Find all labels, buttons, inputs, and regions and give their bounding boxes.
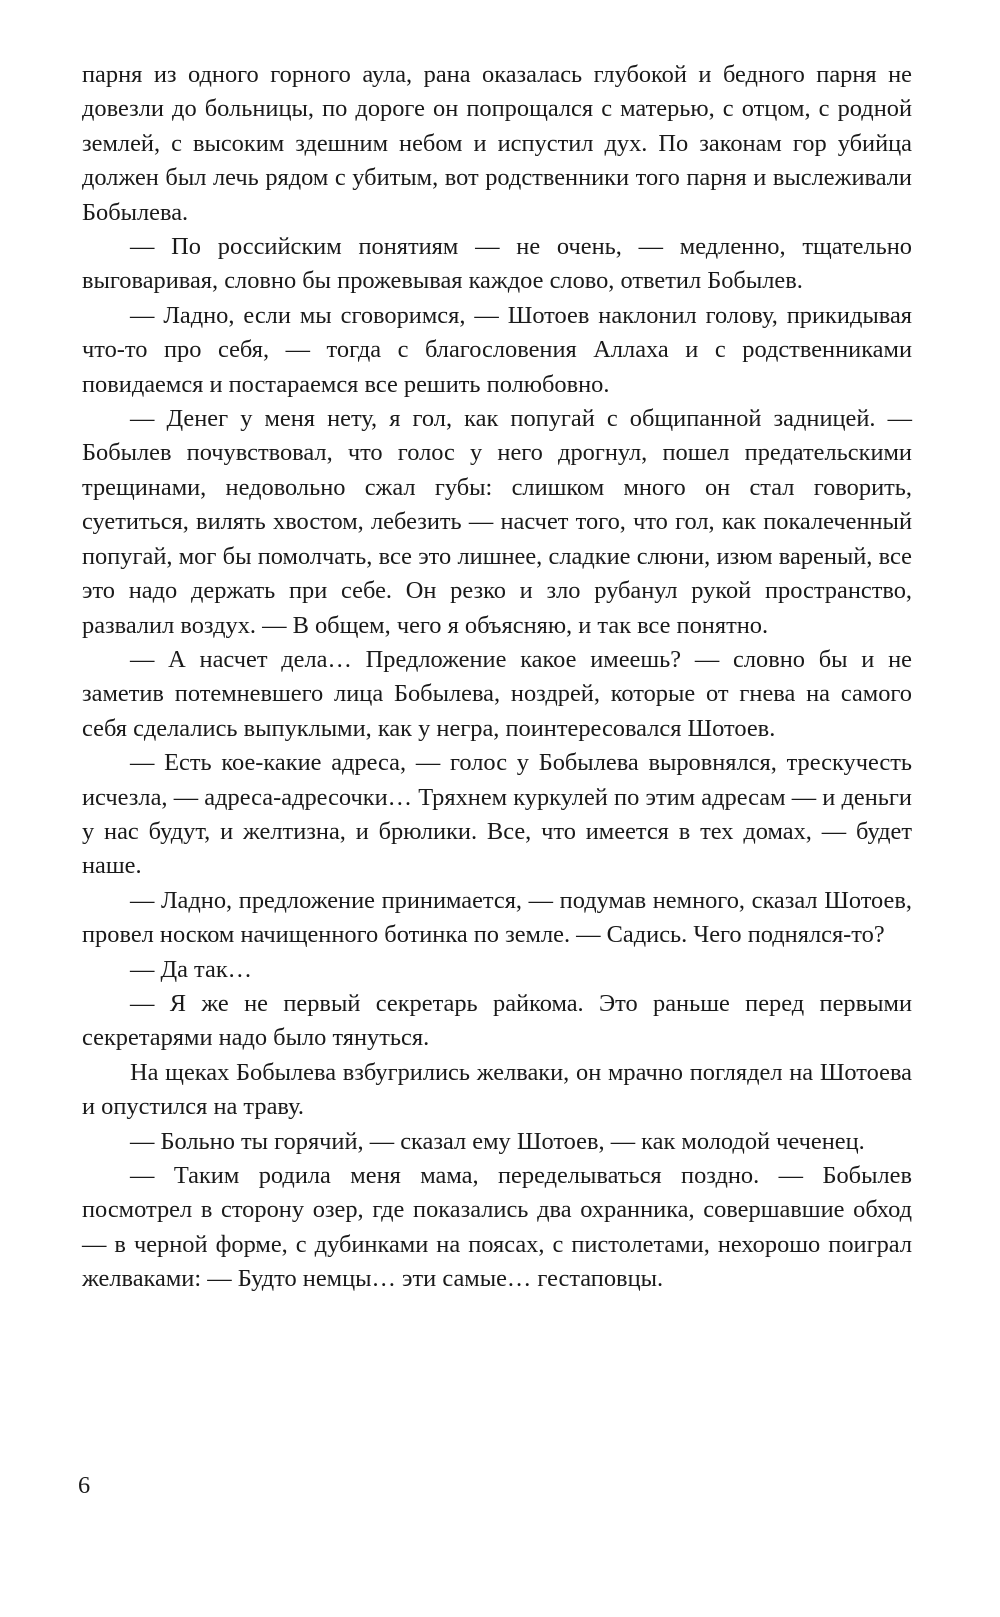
paragraph: — По российским понятиям — не очень, — медленно, тщательно выговаривая, словно бы прожевывая каждое слово, ответил Бобылев. xyxy=(82,233,912,295)
paragraph: — Да так… xyxy=(130,955,253,983)
paragraph: — Денег у меня нету, я гол, как попугай с общипанной задницей. — Бобылев почувствовал, что голос у него дрогнул, пошел предательскими трещинами, недовольно сжал губы: слишком много он стал говорить, суетиться, вилять хвостом, лебезить — насчет того, что гол, как покалеченный попугай, мог бы помолчать, все это лишнее, сладкие слюни, изюм вареный, все это надо держать при себе. Он резко и зло рубанул рукой пространство, развалил воздух. — В общем, чего я объясняю, и так все понятно. xyxy=(82,405,912,639)
paragraph: — Таким родила меня мама, переделываться поздно. — Бобылев посмотрел в сторону озер, где показались два охранника, совершавшие обход — в черной форме, с дубинками на поясах, с пистолетами, нехорошо поиграл желваками: — Будто немцы… эти самые… гестаповцы. xyxy=(82,1162,912,1293)
paragraph: — А насчет дела… Предложение какое имеешь? — словно бы и не заметив потемневшего лица Бобылева, ноздрей, которые от гнева на самого себя сделались выпуклыми, как у негра, поинтересовался Шотоев. xyxy=(82,645,912,742)
paragraph: — Я же не первый секретарь райкома. Это раньше перед первыми секретарями надо было тянуться. xyxy=(82,989,912,1052)
body-text xyxy=(82,58,912,1297)
page-number: 6 xyxy=(78,1472,91,1499)
paragraph: — Ладно, предложение принимается, — подумав немного, сказал Шотоев, провел носком начищенного ботинка по земле. — Садись. Чего поднялся-то? xyxy=(82,886,912,949)
paragraph: — Есть кое-какие адреса, — голос у Бобылева выровнялся, трескучесть исчезла, — адреса-адресочки… Тряхнем куркулей по этим адресам — и деньги у нас будут, и желтизна, и брюлики. Все, что имеется в тех домах, — будет наше. xyxy=(82,749,912,880)
paragraph: — Ладно, если мы сговоримся, — Шотоев наклонил голову, прикидывая что-то про себя, — тогда с благословения Аллаха и с родственниками повидаемся и постараемся все решить полюбовно. xyxy=(82,301,912,398)
paragraph: — Больно ты горячий, — сказал ему Шотоев, — как молодой чеченец. xyxy=(130,1127,865,1155)
paragraph-continuation: парня из одного горного аула, рана оказалась глубокой и бедного парня не довезли до больницы, по дороге он попрощался с матерью, с отцом, с родной землей, с высоким здешним небом и испустил дух. По законам гор убийца должен был лечь рядом с убитым, вот родственники того парня и выслеживали Бобылева. xyxy=(82,61,912,226)
paragraph: На щеках Бобылева взбугрились желваки, он мрачно поглядел на Шотоева и опустился на траву. xyxy=(82,1058,912,1121)
